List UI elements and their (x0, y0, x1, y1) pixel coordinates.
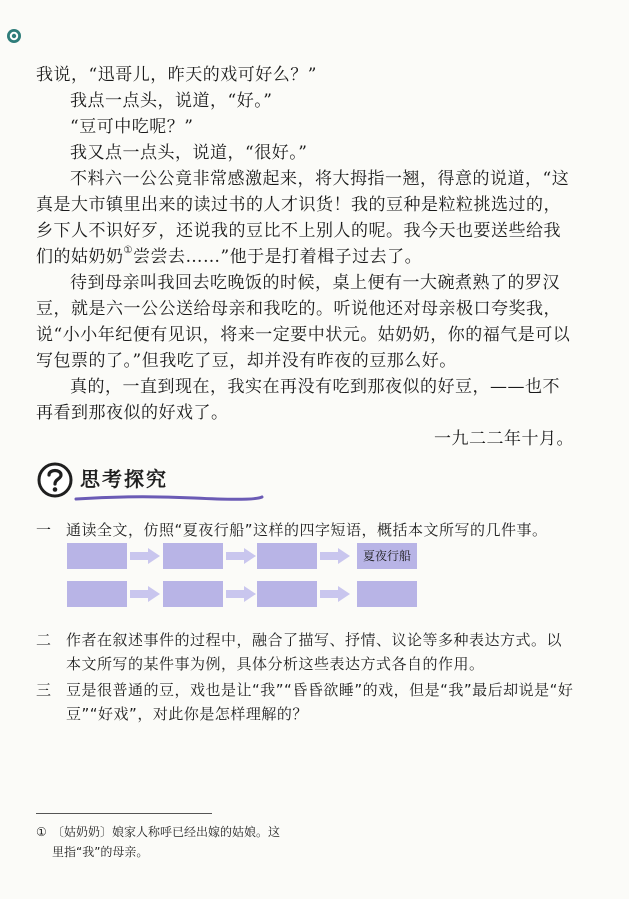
arrow-right-icon (226, 586, 256, 602)
story-paragraph-with-note (36, 166, 574, 270)
story-paragraph: 真的，一直到现在，我实在再没有吃到那夜似的好豆，——也不再看到那夜似的好戏了。 (36, 377, 560, 423)
story-paragraph: 我点一点头，说道，“好。” (70, 91, 273, 111)
question-number: 三 (36, 681, 52, 699)
arrow-right-icon (320, 586, 350, 602)
blank-event-box (67, 543, 127, 569)
question-number: 一 (36, 521, 52, 539)
question-mark-icon (36, 461, 74, 499)
question-text: 作者在叙述事件的过程中，融合了描写、抒情、议论等多种表达方式。以本文所写的某件事为例，具体分析这些表达方式各自的作用。 (66, 631, 563, 673)
arrow-right-icon (130, 586, 160, 602)
smiley-icon (6, 28, 22, 44)
question-2 (36, 628, 576, 676)
event-flow-row-1 (67, 543, 497, 569)
footnote-divider (36, 813, 212, 814)
example-event-box: 夏夜行船 (357, 543, 417, 569)
arrow-right-icon (130, 548, 160, 564)
story-date: 一九二二年十月。 (434, 429, 574, 449)
blank-event-box (67, 581, 127, 607)
story-paragraph-part: 尝尝去……”他于是打着楫子过去了。 (132, 247, 423, 267)
story-paragraph: “豆可中吃呢？” (70, 117, 194, 137)
section-title: 思考探究 (80, 467, 168, 491)
question-3 (36, 678, 576, 726)
story-paragraph: 我说，“迅哥儿，昨天的戏可好么？” (36, 65, 317, 85)
footnote-text: 〔姑奶奶〕娘家人称呼已经出嫁的姑娘。这 (52, 825, 281, 839)
footnote-marker: ① (123, 245, 133, 256)
arrow-right-icon (226, 548, 256, 564)
blank-event-box (163, 543, 223, 569)
story-text (36, 62, 574, 452)
title-underline-decoration (74, 493, 264, 503)
story-paragraph: 我又点一点头，说道，“很好。” (70, 143, 308, 163)
story-paragraph: 待到母亲叫我回去吃晚饭的时候，桌上便有一大碗煮熟了的罗汉豆，就是六一公公送给母亲和我吃的。听说他还对母亲极口夸奖我，说“小小年纪便有见识，将来一定要中状元。姑奶奶，你的福气是可以写包票的了。”但我吃了豆，却并没有昨夜的豆那么好。 (36, 273, 571, 371)
event-flow-row-2 (67, 581, 497, 607)
footnote-text-continued: 里指“我”的母亲。 (52, 845, 149, 859)
arrow-right-icon (320, 548, 350, 564)
question-number: 二 (36, 631, 52, 649)
section-heading (36, 461, 256, 505)
question-text: 豆是很普通的豆，戏也是让“我”“昏昏欲睡”的戏，但是“我”最后却说是“好豆”“好戏”，对此你是怎样理解的？ (66, 681, 574, 723)
question-1 (36, 518, 576, 542)
footnote-line (36, 822, 306, 842)
blank-event-box (163, 581, 223, 607)
blank-event-box (257, 581, 317, 607)
question-text: 通读全文，仿照“夏夜行船”这样的四字短语，概括本文所写的几件事。 (66, 521, 548, 539)
blank-event-box (357, 581, 417, 607)
story-paragraph-part: 不料六一公公竟非常感激起来，将大拇指一翘，得意的说道，“这真是大市镇里出来的读过书的人才识货！我的豆种是粒粒挑选过的，乡下人不识好歹，还说我的豆比不上别人的呢。我今天也要送些给我们的姑奶奶 (36, 169, 570, 267)
footnote-number: ① (36, 825, 47, 839)
blank-event-box (257, 543, 317, 569)
footnote (36, 822, 306, 862)
